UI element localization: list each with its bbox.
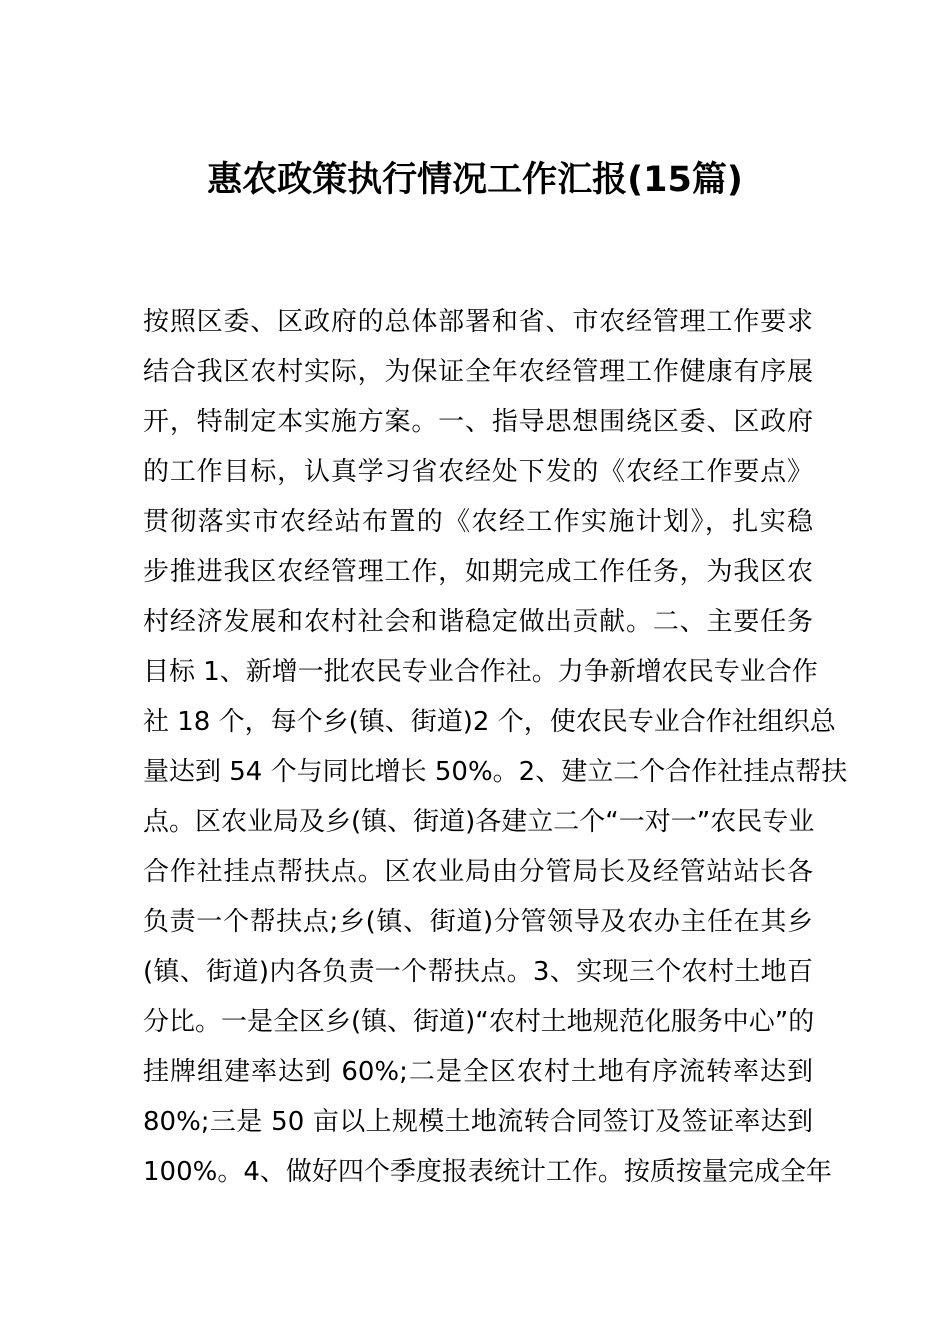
body-line: 社 18 个，每个乡(镇、街道)2 个，使农民专业合作社组织总 [143, 707, 836, 737]
body-line: 目标 1、新增一批农民专业合作社。力争新增农民专业合作 [143, 657, 818, 687]
body-line: 按照区委、区政府的总体部署和省、市农经管理工作要求 [143, 307, 813, 337]
body-line: 分比。一是全区乡(镇、街道)“农村土地规范化服务中心”的 [143, 1007, 815, 1037]
body-line: 挂牌组建率达到 60%;二是全区农村土地有序流转率达到 [143, 1057, 813, 1087]
body-line: 村经济发展和农村社会和谐稳定做出贡献。二、主要任务 [143, 607, 813, 637]
body-line: (镇、街道)内各负责一个帮扶点。3、实现三个农村土地百 [143, 957, 813, 987]
body-line: 80%;三是 50 亩以上规模土地流转合同签订及签证率达到 [143, 1107, 813, 1137]
document-title: 惠农政策执行情况工作汇报(15篇) [207, 160, 743, 200]
body-line: 的工作目标，认真学习省农经处下发的《农经工作要点》 [143, 457, 813, 487]
body-line: 点。区农业局及乡(镇、街道)各建立二个“一对一”农民专业 [143, 807, 815, 837]
body-line: 贯彻落实市农经站布置的《农经工作实施计划》，扎实稳 [143, 507, 813, 537]
document-body [143, 297, 848, 1197]
body-line: 量达到 54 个与同比增长 50%。2、建立二个合作社挂点帮扶 [143, 757, 848, 787]
body-line: 结合我区农村实际，为保证全年农经管理工作健康有序展 [143, 357, 813, 387]
body-line: 100%。4、做好四个季度报表统计工作。按质按量完成全年 [143, 1157, 832, 1187]
body-line: 合作社挂点帮扶点。区农业局由分管局长及经管站站长各 [143, 857, 813, 887]
body-line: 开，特制定本实施方案。一、指导思想围绕区委、区政府 [143, 407, 813, 437]
body-line: 负责一个帮扶点;乡(镇、街道)分管领导及农办主任在其乡 [143, 907, 813, 937]
body-line: 步推进我区农经管理工作，如期完成工作任务，为我区农 [143, 557, 813, 587]
